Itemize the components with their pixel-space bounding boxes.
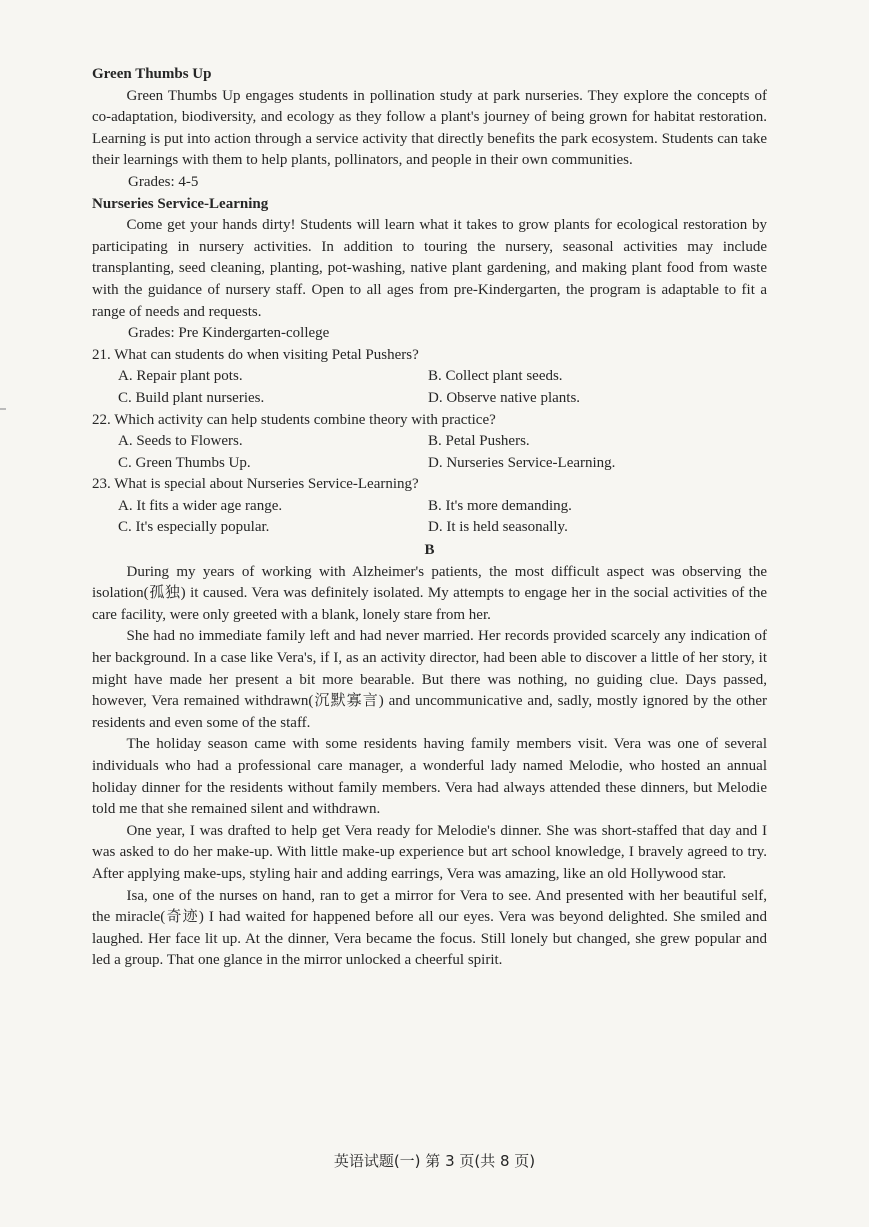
question-stem: 22. Which activity can help students combine theory with practice?	[92, 411, 496, 428]
option-d: D. It is held seasonally.	[428, 519, 568, 536]
page-footer: 英语试题(一) 第 3 页(共 8 页)	[333, 1152, 536, 1170]
option-c: C. Build plant nurseries.	[118, 389, 265, 406]
option-a: A. Seeds to Flowers.	[118, 433, 243, 450]
passage-b-paragraph: She had no immediate family left and had never married. Her records provided scarcely any indication of her background. In a case like Vera's, if I, as an activity director, had been able to discover a little of her story, it might have made her present a bit more bearable. But there was nothing, no guiding clue. Days passed, however, Vera remained withdrawn(沉默寡言) and uncommunicative and, sadly, mostly ignored by the other residents and even some of the staff.	[92, 628, 767, 731]
section-title-nurseries-service-learning: Nurseries Service-Learning	[92, 195, 269, 212]
section-body-green-thumbs-up: Green Thumbs Up engages students in pollination study at park nurseries. They explore the concepts of co-adaptation, biodiversity, and ecology as they follow a plant's journey of being grown for habitat restoration. Learning is put into action through a service activity that directly benefits the park ecosystem. Students can take their learnings with them to help plants, pollinators, and people in their own communities.	[92, 87, 767, 169]
question-options	[92, 496, 767, 539]
passage-b-paragraph: Isa, one of the nurses on hand, ran to get a mirror for Vera to see. And presented with her beautiful self, the miracle(奇迹) I had waited for happened before all our eyes. Vera was beyond delighted. She smiled and laughed. Her face lit up. At the dinner, Vera became the focus. Still lonely but changed, she grew popular and led a group. That one glance in the mirror unlocked a cheerful spirit.	[92, 887, 767, 969]
margin-mark	[0, 408, 6, 410]
passage-b-heading: B	[424, 542, 435, 559]
option-a: A. Repair plant pots.	[118, 368, 243, 385]
question-stem: 23. What is special about Nurseries Service-Learning?	[92, 476, 419, 493]
passage-b-paragraph: The holiday season came with some residents having family members visit. Vera was one of several individuals who had a professional care manager, a wonderful lady named Melodie, who hosted an annual holiday dinner for the residents without family members. Vera had always attended these dinners, but Melodie told me that she remained silent and withdrawn.	[92, 736, 767, 818]
section-body-nurseries-service-learning: Come get your hands dirty! Students will learn what it takes to grow plants for ecological restoration by participating in nursery activities. In addition to touring the nursery, seasonal activities may include transplanting, seed cleaning, planting, pot-washing, native plant gardening, and making plant food from waste with the guidance of nursery staff. Open to all ages from pre-Kindergarten, the program is adaptable to fit a range of needs and requests.	[92, 217, 767, 320]
question-21	[92, 345, 767, 410]
question-options	[92, 431, 767, 474]
page-content	[92, 64, 767, 972]
option-c: C. It's especially popular.	[118, 519, 270, 536]
passage-b-paragraph: One year, I was drafted to help get Vera ready for Melodie's dinner. She was short-staffed that day and I was asked to do her make-up. With little make-up experience but art school knowledge, I bravely agreed to try. After applying make-ups, styling hair and adding earrings, Vera was amazing, like an old Hollywood star.	[92, 822, 767, 882]
grades-nurseries-service-learning: Grades: Pre Kindergarten-college	[128, 325, 330, 342]
option-d: D. Nurseries Service-Learning.	[428, 454, 616, 471]
option-b: B. Petal Pushers.	[428, 433, 530, 450]
passage-b-paragraph: During my years of working with Alzheimer's patients, the most difficult aspect was observing the isolation(孤独) it caused. Vera was definitely isolated. My attempts to engage her in the social activities of the care facility, were only greeted with a blank, lonely stare from her.	[92, 563, 767, 623]
question-options	[92, 366, 767, 409]
option-c: C. Green Thumbs Up.	[118, 454, 251, 471]
question-23	[92, 474, 767, 539]
option-b: B. Collect plant seeds.	[428, 368, 563, 385]
option-a: A. It fits a wider age range.	[118, 497, 283, 514]
question-22	[92, 410, 767, 475]
option-d: D. Observe native plants.	[428, 389, 581, 406]
question-stem: 21. What can students do when visiting Petal Pushers?	[92, 346, 419, 363]
option-b: B. It's more demanding.	[428, 497, 572, 514]
section-title-green-thumbs-up: Green Thumbs Up	[92, 66, 212, 82]
grades-green-thumbs-up: Grades: 4-5	[128, 173, 199, 190]
